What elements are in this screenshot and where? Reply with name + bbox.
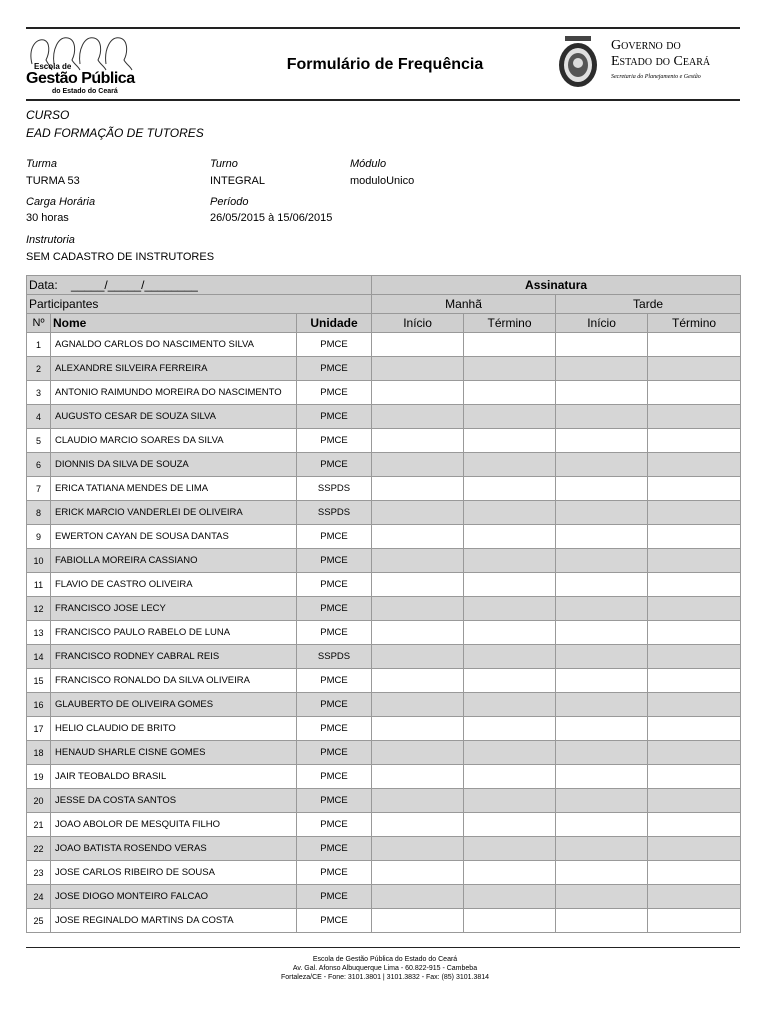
footer-line2: Av. Gal. Afonso Albuquerque Lima - 60.822-915 - Cambeba (292, 965, 478, 972)
participant-name: ANTONIO RAIMUNDO MOREIRA DO NASCIMENTO (51, 381, 297, 405)
col-manha-termino-header: Término (464, 314, 556, 333)
signature-tarde-inicio[interactable] (556, 357, 648, 381)
signature-tarde-termino[interactable] (648, 813, 741, 837)
signature-manha-inicio[interactable] (372, 597, 464, 621)
header-rule (26, 99, 740, 101)
signature-manha-inicio[interactable] (372, 813, 464, 837)
signature-tarde-inicio[interactable] (556, 525, 648, 549)
signature-tarde-inicio[interactable] (556, 597, 648, 621)
table-row (27, 621, 741, 645)
modulo-value: moduloUnico (350, 175, 415, 187)
footer (0, 955, 770, 982)
signature-manha-termino[interactable] (464, 429, 556, 453)
turma-value: TURMA 53 (26, 175, 80, 187)
table-row (27, 645, 741, 669)
signature-manha-inicio[interactable] (372, 357, 464, 381)
signature-manha-termino[interactable] (464, 381, 556, 405)
governo-ceara-logo (553, 36, 743, 90)
signature-manha-inicio[interactable] (372, 429, 464, 453)
participant-unidade: PMCE (297, 525, 372, 549)
assinatura-header: Assinatura (372, 276, 741, 295)
col-tarde-inicio-header: Início (556, 314, 648, 333)
turno-value: INTEGRAL (210, 175, 266, 187)
signature-tarde-inicio[interactable] (556, 669, 648, 693)
row-number: 4 (27, 405, 51, 429)
participant-name: FRANCISCO RODNEY CABRAL REIS (51, 645, 297, 669)
signature-tarde-inicio[interactable] (556, 501, 648, 525)
participant-unidade: PMCE (297, 357, 372, 381)
participant-unidade: PMCE (297, 717, 372, 741)
signature-tarde-inicio[interactable] (556, 405, 648, 429)
participant-name: FRANCISCO JOSE LECY (51, 597, 297, 621)
participant-unidade: SSPDS (297, 477, 372, 501)
signature-manha-inicio[interactable] (372, 501, 464, 525)
row-number: 22 (27, 837, 51, 861)
logo-left-line2: Gestão Pública (26, 70, 135, 87)
table-row (27, 909, 741, 933)
col-manha-inicio-header: Início (372, 314, 464, 333)
top-rule (26, 27, 740, 29)
signature-manha-inicio[interactable] (372, 381, 464, 405)
participant-name: HENAUD SHARLE CISNE GOMES (51, 741, 297, 765)
table-row (27, 357, 741, 381)
table-row (27, 573, 741, 597)
periodo-label: Período (210, 196, 249, 208)
logo-right-line3: Secretaria do Planejamento e Gestão (611, 74, 701, 80)
participant-unidade: PMCE (297, 333, 372, 357)
signature-manha-termino[interactable] (464, 525, 556, 549)
participant-name: JAIR TEOBALDO BRASIL (51, 765, 297, 789)
participant-unidade: PMCE (297, 669, 372, 693)
table-row (27, 789, 741, 813)
participant-unidade: PMCE (297, 765, 372, 789)
participant-unidade: PMCE (297, 405, 372, 429)
participant-name: AGNALDO CARLOS DO NASCIMENTO SILVA (51, 333, 297, 357)
signature-tarde-inicio[interactable] (556, 789, 648, 813)
row-number: 9 (27, 525, 51, 549)
table-row (27, 861, 741, 885)
signature-tarde-termino[interactable] (648, 837, 741, 861)
row-number: 2 (27, 357, 51, 381)
row-number: 15 (27, 669, 51, 693)
participant-unidade: SSPDS (297, 501, 372, 525)
table-row (27, 597, 741, 621)
signature-manha-termino[interactable] (464, 885, 556, 909)
table-row (27, 405, 741, 429)
participant-unidade: SSPDS (297, 645, 372, 669)
signature-manha-termino[interactable] (464, 453, 556, 477)
signature-manha-termino[interactable] (464, 813, 556, 837)
participant-unidade: PMCE (297, 789, 372, 813)
table-row (27, 669, 741, 693)
signature-manha-termino[interactable] (464, 765, 556, 789)
signature-tarde-inicio[interactable] (556, 573, 648, 597)
row-number: 14 (27, 645, 51, 669)
table-header-row-date (27, 276, 741, 295)
signature-tarde-termino[interactable] (648, 765, 741, 789)
signature-manha-inicio[interactable] (372, 861, 464, 885)
row-number: 1 (27, 333, 51, 357)
row-number: 21 (27, 813, 51, 837)
date-blank: _____/_____/________ (71, 278, 198, 292)
turma-label: Turma (26, 158, 57, 170)
participant-name: FABIOLLA MOREIRA CASSIANO (51, 549, 297, 573)
signature-manha-inicio[interactable] (372, 453, 464, 477)
logo-right-line1: Governo do (611, 38, 681, 53)
row-number: 13 (27, 621, 51, 645)
signature-tarde-termino[interactable] (648, 861, 741, 885)
signature-manha-termino[interactable] (464, 573, 556, 597)
table-row (27, 453, 741, 477)
state-coat-of-arms-icon (553, 36, 603, 90)
table-row (27, 693, 741, 717)
signature-manha-termino[interactable] (464, 405, 556, 429)
participant-name: HELIO CLAUDIO DE BRITO (51, 717, 297, 741)
participant-name: ERICK MARCIO VANDERLEI DE OLIVEIRA (51, 501, 297, 525)
signature-manha-inicio[interactable] (372, 765, 464, 789)
attendance-table (26, 275, 741, 933)
signature-tarde-termino[interactable] (648, 597, 741, 621)
table-row (27, 477, 741, 501)
row-number: 19 (27, 765, 51, 789)
participant-unidade: PMCE (297, 837, 372, 861)
row-number: 25 (27, 909, 51, 933)
signature-manha-termino[interactable] (464, 741, 556, 765)
signature-manha-inicio[interactable] (372, 837, 464, 861)
egp-logo (26, 30, 138, 98)
table-row (27, 549, 741, 573)
row-number: 23 (27, 861, 51, 885)
participant-unidade: PMCE (297, 549, 372, 573)
signature-tarde-termino[interactable] (648, 693, 741, 717)
participant-unidade: PMCE (297, 741, 372, 765)
signature-manha-termino[interactable] (464, 837, 556, 861)
signature-manha-termino[interactable] (464, 621, 556, 645)
table-row (27, 765, 741, 789)
signature-manha-inicio[interactable] (372, 669, 464, 693)
participant-unidade: PMCE (297, 621, 372, 645)
row-number: 6 (27, 453, 51, 477)
signature-manha-inicio[interactable] (372, 741, 464, 765)
participant-unidade: PMCE (297, 885, 372, 909)
signature-tarde-termino[interactable] (648, 909, 741, 933)
signature-tarde-termino[interactable] (648, 669, 741, 693)
table-header-row-period (27, 295, 741, 314)
signature-manha-inicio[interactable] (372, 549, 464, 573)
carga-horaria-value: 30 horas (26, 212, 69, 224)
signature-tarde-termino[interactable] (648, 885, 741, 909)
signature-tarde-inicio[interactable] (556, 813, 648, 837)
signature-tarde-termino[interactable] (648, 429, 741, 453)
participant-name: JOAO BATISTA ROSENDO VERAS (51, 837, 297, 861)
signature-tarde-inicio[interactable] (556, 765, 648, 789)
manha-header: Manhã (372, 295, 556, 314)
signature-tarde-inicio[interactable] (556, 333, 648, 357)
signature-tarde-termino[interactable] (648, 741, 741, 765)
participant-name: FRANCISCO RONALDO DA SILVA OLIVEIRA (51, 669, 297, 693)
participant-name: CLAUDIO MARCIO SOARES DA SILVA (51, 429, 297, 453)
signature-manha-inicio[interactable] (372, 621, 464, 645)
participant-name: JOSE REGINALDO MARTINS DA COSTA (51, 909, 297, 933)
signature-tarde-termino[interactable] (648, 573, 741, 597)
participant-unidade: PMCE (297, 573, 372, 597)
table-row (27, 429, 741, 453)
signature-tarde-termino[interactable] (648, 405, 741, 429)
participant-unidade: PMCE (297, 861, 372, 885)
logo-left-line3: do Estado do Ceará (52, 88, 118, 95)
signature-tarde-termino[interactable] (648, 357, 741, 381)
instrutoria-value: SEM CADASTRO DE INSTRUTORES (26, 251, 215, 263)
signature-tarde-inicio[interactable] (556, 693, 648, 717)
logo-left-line1: Escola de (34, 62, 72, 71)
date-cell (27, 276, 372, 295)
participant-name: ERICA TATIANA MENDES DE LIMA (51, 477, 297, 501)
row-number: 24 (27, 885, 51, 909)
participant-unidade: PMCE (297, 381, 372, 405)
row-number: 17 (27, 717, 51, 741)
col-tarde-termino-header: Término (648, 314, 741, 333)
table-row (27, 741, 741, 765)
signature-tarde-inicio[interactable] (556, 885, 648, 909)
signature-manha-termino[interactable] (464, 597, 556, 621)
row-number: 16 (27, 693, 51, 717)
signature-tarde-inicio[interactable] (556, 741, 648, 765)
signature-manha-inicio[interactable] (372, 909, 464, 933)
signature-tarde-inicio[interactable] (556, 837, 648, 861)
signature-manha-termino[interactable] (464, 693, 556, 717)
signature-manha-termino[interactable] (464, 501, 556, 525)
participant-name: ALEXANDRE SILVEIRA FERREIRA (51, 357, 297, 381)
signature-tarde-inicio[interactable] (556, 909, 648, 933)
table-row (27, 837, 741, 861)
table-row (27, 501, 741, 525)
table-row (27, 525, 741, 549)
signature-manha-termino[interactable] (464, 789, 556, 813)
signature-manha-inicio[interactable] (372, 405, 464, 429)
modulo-label: Módulo (350, 158, 387, 170)
signature-tarde-termino[interactable] (648, 477, 741, 501)
signature-manha-inicio[interactable] (372, 333, 464, 357)
signature-manha-termino[interactable] (464, 861, 556, 885)
footer-rule (26, 947, 740, 948)
signature-tarde-inicio[interactable] (556, 717, 648, 741)
signature-manha-inicio[interactable] (372, 885, 464, 909)
signature-manha-inicio[interactable] (372, 645, 464, 669)
signature-manha-termino[interactable] (464, 669, 556, 693)
signature-manha-inicio[interactable] (372, 573, 464, 597)
signature-manha-inicio[interactable] (372, 789, 464, 813)
participant-name: AUGUSTO CESAR DE SOUZA SILVA (51, 405, 297, 429)
row-number: 18 (27, 741, 51, 765)
signature-manha-termino[interactable] (464, 477, 556, 501)
curso-label: CURSO (26, 108, 70, 122)
signature-manha-termino[interactable] (464, 717, 556, 741)
periodo-value: 26/05/2015 à 15/06/2015 (210, 212, 333, 224)
signature-manha-inicio[interactable] (372, 477, 464, 501)
participant-name: FRANCISCO PAULO RABELO DE LUNA (51, 621, 297, 645)
participant-name: JOAO ABOLOR DE MESQUITA FILHO (51, 813, 297, 837)
signature-tarde-termino[interactable] (648, 789, 741, 813)
signature-tarde-inicio[interactable] (556, 645, 648, 669)
table-row (27, 381, 741, 405)
table-row (27, 333, 741, 357)
participant-unidade: PMCE (297, 909, 372, 933)
signature-manha-termino[interactable] (464, 333, 556, 357)
table-row (27, 717, 741, 741)
signature-tarde-termino[interactable] (648, 453, 741, 477)
signature-tarde-termino[interactable] (648, 525, 741, 549)
signature-tarde-inicio[interactable] (556, 621, 648, 645)
signature-manha-inicio[interactable] (372, 525, 464, 549)
signature-tarde-termino[interactable] (648, 333, 741, 357)
signature-tarde-inicio[interactable] (556, 861, 648, 885)
logo-right-line2: Estado do Ceará (611, 54, 711, 69)
signature-manha-termino[interactable] (464, 909, 556, 933)
row-number: 7 (27, 477, 51, 501)
participant-unidade: PMCE (297, 453, 372, 477)
footer-line3: Fortaleza/CE - Fone: 3101.3801 | 3101.3832 - Fax: (85) 3101.3814 (280, 974, 490, 981)
row-number: 10 (27, 549, 51, 573)
signature-manha-termino[interactable] (464, 645, 556, 669)
row-number: 12 (27, 597, 51, 621)
signature-tarde-termino[interactable] (648, 621, 741, 645)
row-number: 3 (27, 381, 51, 405)
carga-horaria-label: Carga Horária (26, 196, 96, 208)
participant-name: GLAUBERTO DE OLIVEIRA GOMES (51, 693, 297, 717)
row-number: 5 (27, 429, 51, 453)
col-num-header: Nº (27, 314, 51, 333)
col-nome-header: Nome (51, 314, 297, 333)
participant-unidade: PMCE (297, 597, 372, 621)
participant-name: FLAVIO DE CASTRO OLIVEIRA (51, 573, 297, 597)
signature-tarde-termino[interactable] (648, 717, 741, 741)
signature-tarde-inicio[interactable] (556, 549, 648, 573)
curso-value: EAD FORMAÇÃO DE TUTORES (26, 126, 204, 140)
signature-tarde-inicio[interactable] (556, 381, 648, 405)
participant-name: JOSE CARLOS RIBEIRO DE SOUSA (51, 861, 297, 885)
row-number: 8 (27, 501, 51, 525)
signature-manha-inicio[interactable] (372, 693, 464, 717)
col-unidade-header: Unidade (297, 314, 372, 333)
signature-tarde-termino[interactable] (648, 549, 741, 573)
row-number: 11 (27, 573, 51, 597)
table-row (27, 813, 741, 837)
table-row (27, 885, 741, 909)
participantes-header: Participantes (27, 295, 372, 314)
signature-tarde-termino[interactable] (648, 501, 741, 525)
date-label: Data: (29, 278, 58, 292)
participant-name: DIONNIS DA SILVA DE SOUZA (51, 453, 297, 477)
signature-tarde-termino[interactable] (648, 381, 741, 405)
participant-name: EWERTON CAYAN DE SOUSA DANTAS (51, 525, 297, 549)
footer-line1: Escola de Gestão Pública do Estado do Ceará (312, 956, 458, 963)
signature-manha-inicio[interactable] (372, 717, 464, 741)
form-title: Formulário de Frequência (286, 56, 484, 73)
signature-manha-termino[interactable] (464, 357, 556, 381)
instrutoria-label: Instrutoria (26, 234, 75, 246)
signature-tarde-inicio[interactable] (556, 453, 648, 477)
turno-label: Turno (210, 158, 238, 170)
table-header-row-columns (27, 314, 741, 333)
participant-unidade: PMCE (297, 429, 372, 453)
participant-name: JESSE DA COSTA SANTOS (51, 789, 297, 813)
participant-name: JOSE DIOGO MONTEIRO FALCAO (51, 885, 297, 909)
participant-unidade: PMCE (297, 693, 372, 717)
row-number: 20 (27, 789, 51, 813)
participant-unidade: PMCE (297, 813, 372, 837)
signature-tarde-inicio[interactable] (556, 429, 648, 453)
signature-manha-termino[interactable] (464, 549, 556, 573)
signature-tarde-inicio[interactable] (556, 477, 648, 501)
tarde-header: Tarde (556, 295, 741, 314)
signature-tarde-termino[interactable] (648, 645, 741, 669)
